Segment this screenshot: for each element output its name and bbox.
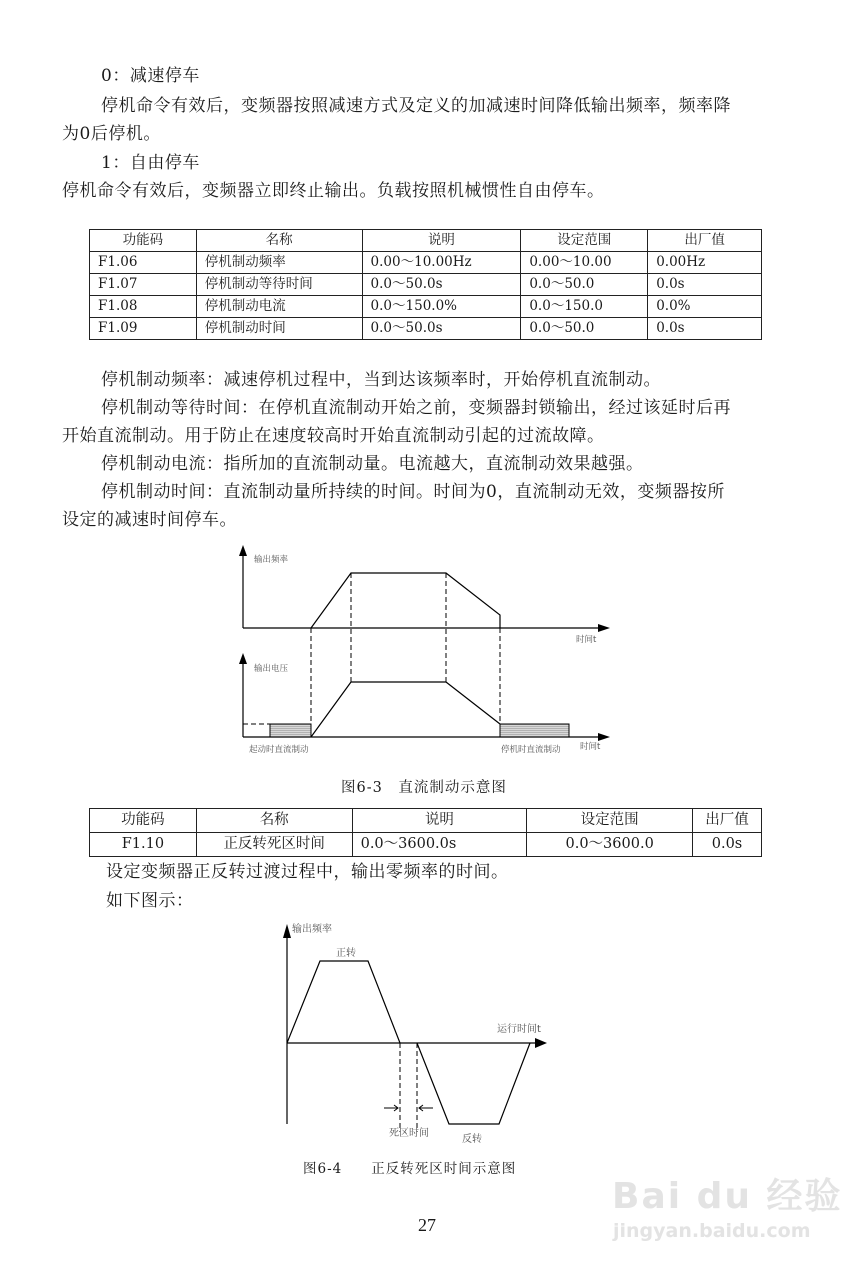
table-header-row	[90, 230, 762, 252]
cell-range: 0.0～3600.0	[527, 833, 693, 857]
cell-name: 正反转死区时间	[196, 833, 352, 857]
baidu-watermark-logo: Bai du 经验	[612, 1176, 843, 1217]
bottom-time-axis-label: 时间t	[580, 742, 601, 752]
deadzone-diagram	[0, 910, 866, 1150]
param-table-f110	[89, 808, 762, 857]
cell-code: F1.09	[90, 318, 197, 340]
param-table-f106-f109	[89, 229, 762, 340]
cell-name: 停机制动频率	[196, 252, 362, 274]
header-default: 出厂值	[693, 809, 762, 833]
figure-6-3-caption: 图6-3 直流制动示意图	[341, 780, 507, 796]
header-desc: 说明	[352, 809, 527, 833]
desc-brake-time-line2: 设定的减速时间停车。	[62, 510, 237, 530]
header-code: 功能码	[90, 809, 197, 833]
header-name: 名称	[196, 230, 362, 252]
cell-desc: 0.0～50.0s	[362, 274, 521, 296]
voltage-axis-label: 输出电压	[254, 664, 289, 674]
cell-code: F1.06	[90, 252, 197, 274]
option-1-title: 1：自由停车	[101, 153, 200, 173]
cell-code: F1.10	[90, 833, 197, 857]
freq-axis-label: 输出频率	[292, 924, 332, 935]
table-row	[90, 296, 762, 318]
frequency-axis	[239, 545, 610, 632]
deadzone-guides	[400, 1043, 417, 1132]
reverse-label: 反转	[462, 1134, 482, 1145]
desc-brake-wait-line2: 开始直流制动。用于防止在速度较高时开始直流制动引起的过流故障。	[62, 426, 605, 446]
page-number: 27	[418, 1215, 436, 1235]
header-default: 出厂值	[648, 230, 762, 252]
stop-brake-block	[500, 724, 569, 737]
voltage-curve	[311, 682, 500, 737]
header-desc: 说明	[362, 230, 521, 252]
figure-6-4-caption: 图6-4 正反转死区时间示意图	[303, 1161, 517, 1177]
table-header-row	[90, 809, 762, 833]
dc-brake-diagram	[0, 540, 866, 800]
header-name: 名称	[196, 809, 352, 833]
option-1-desc: 停机命令有效后，变频器立即终止输出。负载按照机械惯性自由停车。	[62, 181, 605, 201]
table-row	[90, 318, 762, 340]
cell-code: F1.07	[90, 274, 197, 296]
option-0-desc-line1: 停机命令有效后，变频器按照减速方式及定义的加减速时间降低输出频率，频率降	[101, 96, 731, 116]
cell-default: 0.00Hz	[648, 252, 762, 274]
cell-range: 0.0～150.0	[521, 296, 648, 318]
deadzone-label: 死区时间	[389, 1128, 429, 1139]
desc-brake-current: 停机制动电流：指所加的直流制动量。电流越大，直流制动效果越强。	[101, 454, 644, 474]
baidu-watermark-url: jingyan.baidu.com	[613, 1220, 811, 1242]
cell-default: 0.0s	[648, 318, 762, 340]
cell-desc: 0.0～150.0%	[362, 296, 521, 318]
cell-code: F1.08	[90, 296, 197, 318]
header-range: 设定范围	[521, 230, 648, 252]
forward-label: 正转	[336, 948, 356, 959]
desc-brake-time-line1: 停机制动时间：直流制动量所持续的时间。时间为0，直流制动无效，变频器按所	[101, 482, 725, 502]
cell-name: 停机制动等待时间	[196, 274, 362, 296]
cell-range: 0.00～10.00	[521, 252, 648, 274]
header-code: 功能码	[90, 230, 197, 252]
stop-brake-label: 停机时直流制动	[501, 745, 561, 755]
cell-desc: 0.0～3600.0s	[352, 833, 527, 857]
run-time-axis-label: 运行时间t	[497, 1024, 541, 1035]
cell-range: 0.0～50.0	[521, 274, 648, 296]
header-range: 设定范围	[527, 809, 693, 833]
table-row	[90, 252, 762, 274]
option-0-title: 0：减速停车	[101, 66, 200, 86]
top-time-axis-label: 时间t	[576, 635, 597, 645]
table-row	[90, 833, 762, 857]
cell-default: 0.0s	[648, 274, 762, 296]
freq-axis-label: 输出频率	[254, 555, 289, 565]
cell-desc: 0.0～50.0s	[362, 318, 521, 340]
start-brake-label: 起动时直流制动	[249, 745, 309, 755]
frequency-curve	[311, 573, 500, 628]
reverse-curve	[417, 1043, 530, 1124]
cell-range: 0.0～50.0	[521, 318, 648, 340]
desc-brake-freq: 停机制动频率：减速停机过程中，当到达该频率时，开始停机直流制动。	[101, 370, 661, 390]
table-row	[90, 274, 762, 296]
deadzone-arrows	[384, 1105, 433, 1111]
dashed-guides	[311, 573, 500, 737]
cell-default: 0.0%	[648, 296, 762, 318]
cell-name: 停机制动电流	[196, 296, 362, 318]
cell-default: 0.0s	[693, 833, 762, 857]
option-0-desc-line2: 为0后停机。	[62, 124, 161, 144]
forward-curve	[287, 961, 400, 1043]
cell-desc: 0.00～10.00Hz	[362, 252, 521, 274]
start-brake-block	[270, 724, 311, 737]
desc-brake-wait-line1: 停机制动等待时间：在停机直流制动开始之前，变频器封锁输出，经过该延时后再	[101, 398, 731, 418]
f110-desc-line1: 设定变频器正反转过渡过程中，输出零频率的时间。	[106, 862, 509, 882]
cell-name: 停机制动时间	[196, 318, 362, 340]
f110-desc-line2: 如下图示：	[106, 891, 194, 911]
